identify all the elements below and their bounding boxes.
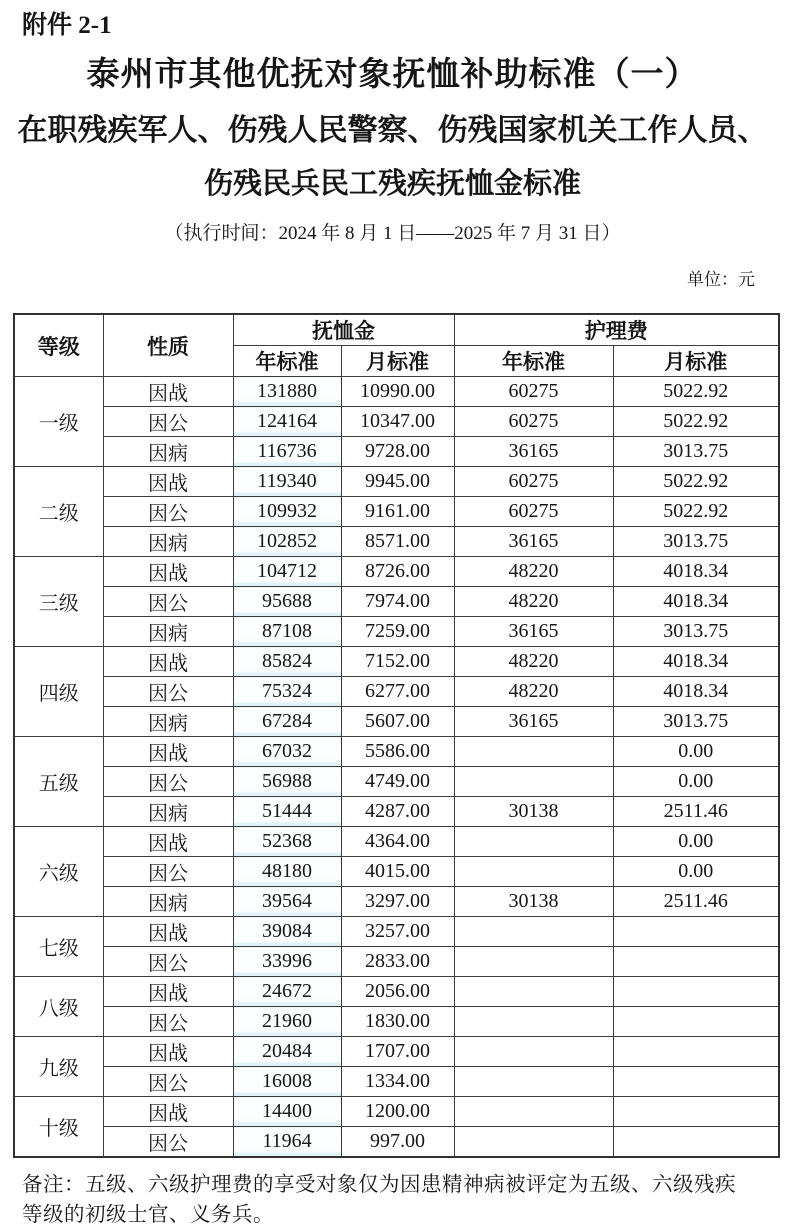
nursing-month-cell: 3013.75 — [613, 437, 779, 467]
nursing-month-cell: 0.00 — [613, 827, 779, 857]
nursing-month-cell: 2511.46 — [613, 797, 779, 827]
grade-cell: 二级 — [14, 467, 103, 557]
nature-cell: 因战 — [103, 1037, 233, 1067]
nursing-month-cell: 4018.34 — [613, 677, 779, 707]
nature-cell: 因公 — [103, 497, 233, 527]
nursing-year-cell — [454, 1067, 613, 1097]
nursing-year-cell: 60275 — [454, 497, 613, 527]
subsidy-standards-table — [13, 313, 780, 1158]
nursing-year-cell — [454, 827, 613, 857]
nursing-year-cell: 30138 — [454, 887, 613, 917]
nursing-month-cell: 3013.75 — [613, 617, 779, 647]
nursing-year-cell — [454, 857, 613, 887]
nursing-year-cell: 48220 — [454, 677, 613, 707]
pension-year-cell: 48180 — [233, 857, 341, 887]
table-row — [14, 1067, 779, 1097]
nature-cell: 因公 — [103, 587, 233, 617]
table-body — [14, 377, 779, 1158]
nursing-year-cell: 60275 — [454, 467, 613, 497]
grade-cell: 四级 — [14, 647, 103, 737]
nursing-year-cell — [454, 947, 613, 977]
nursing-month-cell: 4018.34 — [613, 587, 779, 617]
pension-year-cell: 119340 — [233, 467, 341, 497]
grade-cell: 六级 — [14, 827, 103, 917]
pension-year-cell: 21960 — [233, 1007, 341, 1037]
grade-cell: 一级 — [14, 377, 103, 467]
nature-cell: 因战 — [103, 557, 233, 587]
pension-month-cell: 9728.00 — [341, 437, 454, 467]
table-row — [14, 707, 779, 737]
pension-year-cell: 56988 — [233, 767, 341, 797]
pension-year-cell: 75324 — [233, 677, 341, 707]
nursing-year-cell — [454, 1007, 613, 1037]
header-pension-annual: 年标准 — [233, 346, 341, 377]
nursing-year-cell: 48220 — [454, 647, 613, 677]
nursing-year-cell: 30138 — [454, 797, 613, 827]
nature-cell: 因病 — [103, 797, 233, 827]
nursing-month-cell — [613, 1097, 779, 1127]
nature-cell: 因战 — [103, 977, 233, 1007]
pension-year-cell: 102852 — [233, 527, 341, 557]
table-row — [14, 677, 779, 707]
pension-year-cell: 52368 — [233, 827, 341, 857]
nursing-month-cell — [613, 917, 779, 947]
pension-month-cell: 4364.00 — [341, 827, 454, 857]
nursing-month-cell: 5022.92 — [613, 497, 779, 527]
nursing-year-cell — [454, 917, 613, 947]
table-row — [14, 917, 779, 947]
header-nursing-monthly: 月标准 — [613, 346, 779, 377]
grade-cell: 三级 — [14, 557, 103, 647]
pension-month-cell: 1830.00 — [341, 1007, 454, 1037]
pension-month-cell: 10347.00 — [341, 407, 454, 437]
pension-month-cell: 3257.00 — [341, 917, 454, 947]
pension-year-cell: 95688 — [233, 587, 341, 617]
grade-cell: 七级 — [14, 917, 103, 977]
nature-cell: 因公 — [103, 1127, 233, 1158]
nature-cell: 因病 — [103, 437, 233, 467]
pension-month-cell: 1707.00 — [341, 1037, 454, 1067]
pension-month-cell: 6277.00 — [341, 677, 454, 707]
nursing-year-cell: 48220 — [454, 587, 613, 617]
pension-month-cell: 8726.00 — [341, 557, 454, 587]
table-row — [14, 767, 779, 797]
pension-month-cell: 2056.00 — [341, 977, 454, 1007]
nature-cell: 因战 — [103, 647, 233, 677]
pension-month-cell: 7259.00 — [341, 617, 454, 647]
table-row — [14, 1007, 779, 1037]
pension-month-cell: 8571.00 — [341, 527, 454, 557]
table-row — [14, 1037, 779, 1067]
footnote-line1: 备注：五级、六级护理费的享受对象仅为因患精神病被评定为五级、六级残疾 — [22, 1174, 736, 1196]
pension-year-cell: 85824 — [233, 647, 341, 677]
document-title: 泰州市其他优抚对象抚恤补助标准（一） — [86, 57, 699, 93]
grade-cell: 五级 — [14, 737, 103, 827]
nursing-month-cell: 5022.92 — [613, 467, 779, 497]
nursing-month-cell: 0.00 — [613, 857, 779, 887]
nursing-year-cell: 36165 — [454, 617, 613, 647]
table-row — [14, 587, 779, 617]
document-subtitle-line2: 伤残民兵民工残疾抚恤金标准 — [203, 168, 581, 200]
table-row — [14, 617, 779, 647]
grade-cell: 九级 — [14, 1037, 103, 1097]
header-nursing-annual: 年标准 — [454, 346, 613, 377]
table-row — [14, 377, 779, 407]
table-row — [14, 467, 779, 497]
nursing-month-cell: 0.00 — [613, 767, 779, 797]
nursing-month-cell — [613, 1007, 779, 1037]
table-row — [14, 737, 779, 767]
pension-year-cell: 87108 — [233, 617, 341, 647]
header-grade: 等级 — [14, 314, 103, 377]
nursing-month-cell: 4018.34 — [613, 557, 779, 587]
nursing-year-cell: 60275 — [454, 407, 613, 437]
pension-month-cell: 5586.00 — [341, 737, 454, 767]
header-pension-monthly: 月标准 — [341, 346, 454, 377]
footnote-line2: 等级的初级士官、义务兵。 — [22, 1204, 274, 1226]
table-row — [14, 407, 779, 437]
table-row — [14, 857, 779, 887]
nature-cell: 因病 — [103, 707, 233, 737]
nursing-year-cell — [454, 977, 613, 1007]
nursing-month-cell: 2511.46 — [613, 887, 779, 917]
pension-year-cell: 116736 — [233, 437, 341, 467]
nature-cell: 因公 — [103, 407, 233, 437]
pension-year-cell: 16008 — [233, 1067, 341, 1097]
nursing-month-cell — [613, 977, 779, 1007]
nature-cell: 因公 — [103, 857, 233, 887]
pension-year-cell: 51444 — [233, 797, 341, 827]
nature-cell: 因战 — [103, 737, 233, 767]
nature-cell: 因病 — [103, 887, 233, 917]
pension-year-cell: 67032 — [233, 737, 341, 767]
pension-year-cell: 11964 — [233, 1127, 341, 1158]
nursing-year-cell: 36165 — [454, 437, 613, 467]
table-row — [14, 557, 779, 587]
nursing-year-cell — [454, 1037, 613, 1067]
pension-month-cell: 9161.00 — [341, 497, 454, 527]
pension-year-cell: 39084 — [233, 917, 341, 947]
header-pension: 抚恤金 — [233, 314, 454, 346]
pension-month-cell: 4287.00 — [341, 797, 454, 827]
pension-year-cell: 109932 — [233, 497, 341, 527]
nature-cell: 因公 — [103, 677, 233, 707]
nature-cell: 因战 — [103, 467, 233, 497]
nature-cell: 因战 — [103, 827, 233, 857]
nursing-year-cell: 36165 — [454, 707, 613, 737]
table-row — [14, 1097, 779, 1127]
nursing-year-cell: 36165 — [454, 527, 613, 557]
table-row — [14, 497, 779, 527]
nursing-year-cell — [454, 737, 613, 767]
pension-year-cell: 24672 — [233, 977, 341, 1007]
pension-month-cell: 3297.00 — [341, 887, 454, 917]
nature-cell: 因战 — [103, 1097, 233, 1127]
pension-year-cell: 104712 — [233, 557, 341, 587]
pension-year-cell: 14400 — [233, 1097, 341, 1127]
header-nature: 性质 — [103, 314, 233, 377]
table-row — [14, 977, 779, 1007]
nature-cell: 因战 — [103, 377, 233, 407]
table-row — [14, 527, 779, 557]
pension-year-cell: 124164 — [233, 407, 341, 437]
pension-month-cell: 1200.00 — [341, 1097, 454, 1127]
nursing-month-cell — [613, 1037, 779, 1067]
pension-month-cell: 2833.00 — [341, 947, 454, 977]
nursing-year-cell — [454, 1127, 613, 1158]
nature-cell: 因病 — [103, 527, 233, 557]
unit-label: 单位：元 — [687, 270, 755, 289]
footnote — [22, 1170, 771, 1230]
nursing-month-cell: 0.00 — [613, 737, 779, 767]
table-row — [14, 827, 779, 857]
pension-month-cell: 4015.00 — [341, 857, 454, 887]
table-row — [14, 947, 779, 977]
pension-month-cell: 9945.00 — [341, 467, 454, 497]
nursing-year-cell — [454, 767, 613, 797]
execution-period: （执行时间：2024 年 8 月 1 日——2025 年 7 月 31 日） — [164, 223, 621, 244]
pension-month-cell: 7974.00 — [341, 587, 454, 617]
nursing-year-cell — [454, 1097, 613, 1127]
pension-year-cell: 20484 — [233, 1037, 341, 1067]
pension-month-cell: 997.00 — [341, 1127, 454, 1158]
nature-cell: 因公 — [103, 1067, 233, 1097]
grade-cell: 十级 — [14, 1097, 103, 1158]
pension-month-cell: 10990.00 — [341, 377, 454, 407]
pension-year-cell: 131880 — [233, 377, 341, 407]
nursing-month-cell — [613, 1127, 779, 1158]
table-row — [14, 437, 779, 467]
document-subtitle-line1: 在职残疾军人、伤残人民警察、伤残国家机关工作人员、 — [17, 114, 768, 147]
table-row — [14, 797, 779, 827]
pension-month-cell: 5607.00 — [341, 707, 454, 737]
pension-month-cell: 4749.00 — [341, 767, 454, 797]
nature-cell: 因战 — [103, 917, 233, 947]
grade-cell: 八级 — [14, 977, 103, 1037]
nature-cell: 因公 — [103, 1007, 233, 1037]
pension-year-cell: 33996 — [233, 947, 341, 977]
table-row — [14, 1127, 779, 1158]
header-nursing: 护理费 — [454, 314, 779, 346]
nursing-month-cell — [613, 947, 779, 977]
nursing-year-cell: 60275 — [454, 377, 613, 407]
nursing-month-cell: 3013.75 — [613, 527, 779, 557]
attachment-label: 附件 2-1 — [22, 12, 112, 39]
table-header — [14, 314, 779, 377]
nature-cell: 因公 — [103, 767, 233, 797]
nature-cell: 因公 — [103, 947, 233, 977]
table-row — [14, 887, 779, 917]
nursing-month-cell: 5022.92 — [613, 377, 779, 407]
nursing-year-cell: 48220 — [454, 557, 613, 587]
nature-cell: 因病 — [103, 617, 233, 647]
nursing-month-cell: 5022.92 — [613, 407, 779, 437]
nursing-month-cell — [613, 1067, 779, 1097]
pension-year-cell: 67284 — [233, 707, 341, 737]
pension-month-cell: 7152.00 — [341, 647, 454, 677]
table-row — [14, 647, 779, 677]
nursing-month-cell: 4018.34 — [613, 647, 779, 677]
nursing-month-cell: 3013.75 — [613, 707, 779, 737]
pension-month-cell: 1334.00 — [341, 1067, 454, 1097]
pension-year-cell: 39564 — [233, 887, 341, 917]
